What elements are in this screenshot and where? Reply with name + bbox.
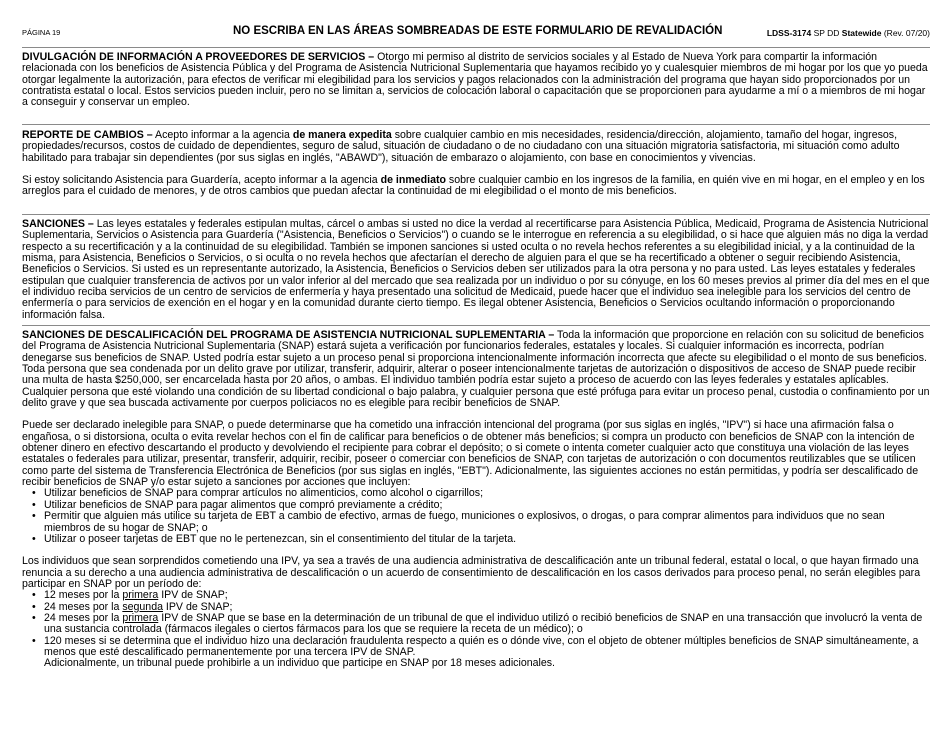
disclosure-section	[22, 52, 930, 109]
list-item: • Permitir que alguien más utilice su tarjeta de EBT a cambio de efectivo, armas de fuego, municiones o explosivos, o drogas, o para comprar alimentos para individuos que no sean miembros de su hogar de SNAP; o	[22, 511, 930, 534]
period-text: 120 meses si se determina que el individuo hizo una declaración fraudulenta respecto a quién es o dónde vive, con el objeto de obtener múltiples beneficios de SNAP simultáneamente, a menos que esté descalificado permanentemente por una tercera IPV de SNAP.	[44, 634, 919, 658]
period-text: 24 meses por la	[44, 600, 123, 613]
list-item	[22, 613, 930, 636]
section-divider	[22, 47, 930, 48]
period-text-cont: IPV de SNAP que se base en la determinación de un tribunal de que el individuo utilizó o recibió beneficios de SNAP en una transacción que involucró la venta de una sustancia controlada (fármacos ilegales o ciertos fármacos para los que se requiere la receta de un médico); o	[44, 611, 923, 636]
snap-heading: SANCIONES DE DESCALIFICACIÓN DEL PROGRAMA DE ASISTENCIA NUTRICIONAL SUPLEMENTARIA –	[22, 329, 555, 341]
ipv-paragraph: Puede ser declarado inelegible para SNAP, o puede determinarse que ha cometido una infracción intencional del programa (por sus siglas en inglés, "IPV") si hace una afirmación falsa o engañosa, o si distorsiona, oculta o evita revelar hechos con el fin de calificar para beneficios o de obtener más beneficios; si compra un producto con beneficios de SNAP con la intención de obtener dinero en efectivo descartando el producto y devolviendo el recipiente para cobrar el depósito; o si comete o intenta cometer cualquier acto que constituya una violación de las leyes estatales o federales para utilizar, presentar, transferir, adquirir, recibir, poseer o comerciar con beneficios de SNAP, con tarjetas de autorización o con documentos reutilizables que se utilicen como parte del sistema de Transferencia Electrónica de Beneficios (por sus siglas en inglés, "EBT"). Adicionalmente, las siguientes acciones no están permitidas, y podría ser descalificado de recibir beneficios de SNAP y/o estar sujeto a sanciones por acciones que incluyen:	[22, 419, 919, 489]
section-divider	[22, 214, 930, 215]
section-divider	[22, 325, 930, 326]
prohibited-actions-list	[22, 488, 930, 545]
form-lang: SP DD	[811, 28, 842, 38]
snap-text: Toda la información que proporcione en relación con su solicitud de beneficios del Programa de Asistencia Nutricional Suplementaria (SNAP) estará sujeta a verificación por funcionarios federales, estatales y locales. Si cualquier información es incorrecta, podrían denegarse sus beneficios de SNAP. Usted podría estar sujeto a un proceso penal si proporciona intencionalmente información incorrecta que afecte su elegibilidad o el monto de sus beneficios. Toda persona que sea condenada por un delito grave por utilizar, transferir, adquirir, alterar o poseer intencionalmente tarjetas de autorización o dispositivos de acceso de SNAP puede recibir una multa de hasta $250,000, ser encarcelada hasta por 20 años, o ambas. El individuo también podría estar sujeto a proceso de acuerdo con las leyes federales y estatales aplicables. Cualquier persona que esté violando una condición de su libertad condicional o bajo palabra, y cualquier persona que esté prófuga para evitar un proceso penal, custodia o confinamiento por un delito grave y que sea buscada activamente por cuerpos policiacos no es elegible para recibir beneficios de SNAP.	[22, 329, 930, 410]
page-number: PÁGINA 19	[22, 28, 61, 37]
changes-text-cont: sobre cualquier cambio en mis necesidades, residencia/dirección, alojamiento, tamaño del hogar, ingresos, propiedades/recursos, costos de cuidado de dependientes, seguro de salud, situación de ciudadano o de no ciudadano con una situación migratoria satisfactoria, mi situación como adulto habilitado para trabajar sin dependientes (por sus siglas en inglés, "ABAWD"), situación de embarazo o alojamiento, con base en conocimientos y vivencias.	[22, 129, 900, 164]
disqualification-periods-list	[22, 590, 930, 658]
changes-heading: REPORTE DE CAMBIOS –	[22, 129, 153, 141]
disclosure-heading: DIVULGACIÓN DE INFORMACIÓN A PROVEEDORES DE SERVICIOS –	[22, 51, 375, 63]
childcare-text-cont: sobre cualquier cambio en los ingresos de la familia, en quién vive en mi hogar, en el empleo y en los arreglos para el cuidado de menores, y de otros cambios que puedan afectar la continuidad de mi elegibilidad o el monto de mis beneficios.	[22, 174, 925, 198]
list-item: • Utilizar o poseer tarjetas de EBT que no le pertenezcan, sin el consentimiento del titular de la tarjeta.	[22, 534, 930, 545]
period-text: 24 meses por la	[44, 611, 123, 624]
list-item: • Utilizar beneficios de SNAP para comprar artículos no alimenticios, como alcohol o cigarrillos;	[22, 488, 930, 499]
period-text: 12 meses por la	[44, 589, 123, 602]
period-text-cont: IPV de SNAP;	[162, 600, 233, 613]
form-code: LDSS-3174	[766, 28, 812, 38]
form-scope: Statewide	[841, 28, 882, 38]
sanctions-section	[22, 219, 930, 321]
disqualification-paragraph: Los individuos que sean sorprendidos cometiendo una IPV, ya sea a través de una audiencia administrativa de descalificación ante un tribunal federal, estatal o local, o que hayan firmado una renuncia a su derecho a una audiencia administrativa de descalificación o un acuerdo de consentimiento de descalificación en los casos derivados para proceso penal, no serán elegibles para participar en SNAP por un período de:	[22, 555, 921, 590]
list-item	[22, 636, 930, 659]
changes-section	[22, 130, 930, 198]
period-emphasis: primera	[122, 611, 159, 624]
form-warning-title: NO ESCRIBA EN LAS ÁREAS SOMBREADAS DE ESTE FORMULARIO DE REVALIDACIÓN	[233, 25, 723, 37]
section-divider	[22, 124, 930, 125]
closing-note: Adicionalmente, un tribunal puede prohibirle a un individuo que participe en SNAP por 18 meses adicionales.	[44, 657, 555, 670]
childcare-text: Si estoy solicitando Asistencia para Guardería, acepto informar a la agencia	[22, 174, 381, 187]
form-revision: (Rev. 07/20)	[881, 28, 930, 38]
page-header	[22, 27, 930, 41]
period-emphasis: primera	[122, 589, 159, 602]
snap-section	[22, 330, 930, 670]
changes-text: Acepto informar a la agencia	[152, 129, 293, 141]
list-item: • Utilizar beneficios de SNAP para pagar alimentos que compró previamente a crédito;	[22, 500, 930, 511]
childcare-emphasis: de inmediato	[380, 174, 446, 187]
period-emphasis: segunda	[122, 600, 163, 613]
disclosure-text: Otorgo mi permiso al distrito de servicios sociales y al Estado de Nueva York para compartir la información relacionada con los beneficios de Asistencia Pública y del Programa de Asistencia Nutricional Suplementaria que hayamos recibido yo y cualesquier miembros de mi hogar por los que yo pueda otorgar legalmente la autorización, para efectos de verificar mi elegibilidad para los servicios y pagos relacionados con la administración del programa que hayan sido proporcionados por un contratista estatal o local. Estos servicios pueden incluir, pero no se limitan a, servicios de colocación laboral o capacitación que se proporcionen para ayudarme a mí o a miembros de mi hogar a conseguir y conservar un empleo.	[22, 51, 928, 109]
period-text-cont: IPV de SNAP;	[158, 589, 228, 602]
form-identifier	[767, 28, 930, 38]
sanctions-heading: SANCIONES –	[22, 218, 94, 230]
changes-emphasis: de manera expedita	[292, 129, 392, 141]
sanctions-text: Las leyes estatales y federales estipulan multas, cárcel o ambas si usted no dice la verdad al recertificarse para Asistencia Pública, Medicaid, Programa de Asistencia Nutricional Suplementaria, Servicios o Asistencia para Guardería ("Asistencia, Beneficios o Servicios") o cuando se le interrogue en referencia a su elegibilidad, o si hace que alguien más no diga la verdad respecto a su recertificación y a la continuidad de su elegibilidad. También se imponen sanciones si usted oculta o no revela hechos referentes a su elegibilidad inicial, y a la continuidad de la misma, para Asistencia, Beneficios o Servicios, o si oculta o no revela hechos que afectarían el derecho de alguien para el que se ha recertificado a obtener o seguir recibiendo Asistencia, Beneficios o Servicios. Si usted es un representante autorizado, la Asistencia, Beneficios o Servicios deben ser utilizados para la otra persona y no para usted. Las leyes estatales y federales estipulan que cualquier transferencia de activos por un valor inferior al del mercado que sea realizada por un individuo o por su cónyuge, en los 60 meses previos al primer día del mes en el que el individuo reciba servicios de un centro de servicios de enfermería y haya presentado una solicitud de Medicaid, puede hacer que el individuo sea inelegible para los servicios del centro de enfermería o para servicios de exención en el hogar y en la comunidad durante cierto tiempo. Es ilegal obtener Asistencia, Beneficios o Servicios ocultando información o proporcionando información falsa.	[22, 218, 930, 321]
